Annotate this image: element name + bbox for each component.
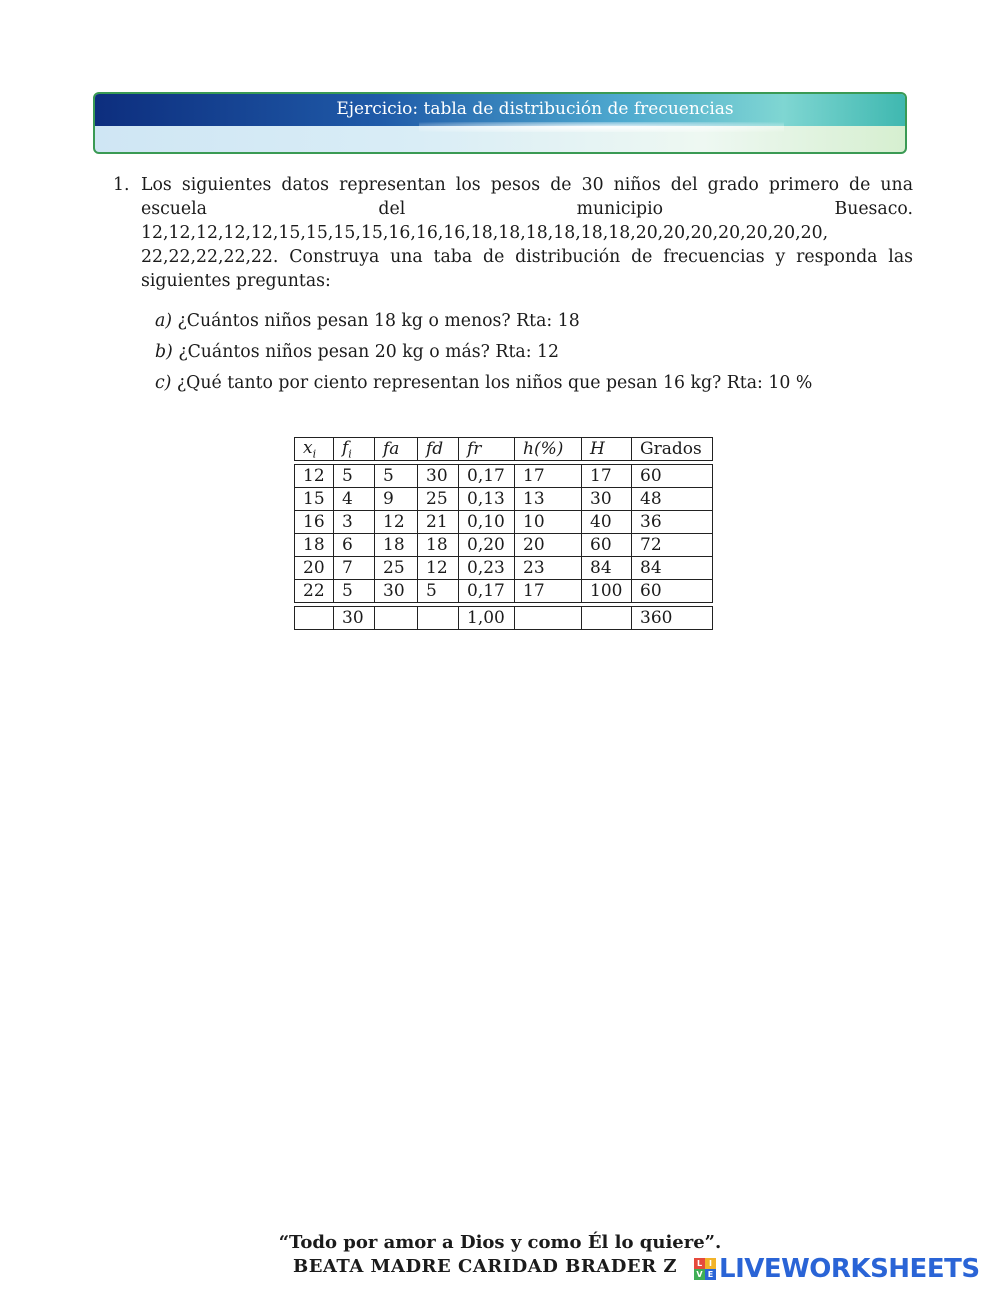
table-row bbox=[295, 511, 713, 534]
total-cell bbox=[582, 607, 632, 630]
table-cell: 60 bbox=[632, 465, 713, 488]
table-cell: 15 bbox=[295, 488, 334, 511]
header-cell: H bbox=[582, 438, 632, 461]
table-cell: 36 bbox=[632, 511, 713, 534]
total-cell: 1,00 bbox=[459, 607, 515, 630]
question-c bbox=[155, 371, 812, 395]
table-row bbox=[295, 580, 713, 603]
footer-quote: “Todo por amor a Dios y como Él lo quiere”. bbox=[278, 1232, 722, 1253]
total-cell bbox=[295, 607, 334, 630]
table-cell: 12 bbox=[418, 557, 459, 580]
table-cell: 5 bbox=[375, 465, 418, 488]
total-cell: 30 bbox=[334, 607, 375, 630]
table-cell: 25 bbox=[375, 557, 418, 580]
table-cell: 5 bbox=[334, 580, 375, 603]
table-row bbox=[295, 465, 713, 488]
table-row bbox=[295, 488, 713, 511]
liveworksheets-logo[interactable] bbox=[694, 1255, 980, 1283]
table-cell: 30 bbox=[418, 465, 459, 488]
total-cell: 360 bbox=[632, 607, 713, 630]
header-cell: Grados bbox=[632, 438, 713, 461]
liveworksheets-wordmark: LIVEWORKSHEETS bbox=[719, 1254, 980, 1284]
table-cell: 5 bbox=[334, 465, 375, 488]
table-cell: 9 bbox=[375, 488, 418, 511]
table-cell: 18 bbox=[375, 534, 418, 557]
footer-name: BEATA MADRE CARIDAD BRADER Z bbox=[293, 1256, 677, 1277]
header-cell: fd bbox=[418, 438, 459, 461]
table-row bbox=[295, 557, 713, 580]
table-cell: 12 bbox=[375, 511, 418, 534]
table-cell: 84 bbox=[632, 557, 713, 580]
table-cell: 25 bbox=[418, 488, 459, 511]
table-cell: 6 bbox=[334, 534, 375, 557]
table-row bbox=[295, 534, 713, 557]
table-cell: 4 bbox=[334, 488, 375, 511]
table-cell: 16 bbox=[295, 511, 334, 534]
table-cell: 13 bbox=[515, 488, 582, 511]
table-cell: 20 bbox=[515, 534, 582, 557]
table-cell: 60 bbox=[582, 534, 632, 557]
table-cell: 20 bbox=[295, 557, 334, 580]
table-cell: 0,20 bbox=[459, 534, 515, 557]
table-cell: 5 bbox=[418, 580, 459, 603]
table-cell: 22 bbox=[295, 580, 334, 603]
problem-text: Los siguientes datos representan los pesos de 30 niños del grado primero de una escuela del municipio Buesaco. 12,12,12,12,12,15,15,15,15,16,16,16,18,18,18,18,18,18,20,20,20,20,20,20,20, 22,22,22,22,22. Construya una taba de distribución de frecuencias y responda las siguientes preguntas: bbox=[141, 175, 913, 291]
table-cell: 0,17 bbox=[459, 465, 515, 488]
table-cell: 60 bbox=[632, 580, 713, 603]
table-cell: 18 bbox=[295, 534, 334, 557]
table-cell: 17 bbox=[582, 465, 632, 488]
table-cell: 30 bbox=[375, 580, 418, 603]
table-cell: 84 bbox=[582, 557, 632, 580]
header-cell: $f_i$ bbox=[334, 438, 375, 461]
question-letter: b) bbox=[155, 342, 173, 362]
header-cell: fa bbox=[375, 438, 418, 461]
total-cell bbox=[515, 607, 582, 630]
frequency-table bbox=[294, 437, 713, 630]
table-cell: 23 bbox=[515, 557, 582, 580]
table-totals-row bbox=[295, 607, 713, 630]
table-cell: 0,13 bbox=[459, 488, 515, 511]
title-banner bbox=[93, 92, 907, 154]
table-cell: 30 bbox=[582, 488, 632, 511]
question-text: ¿Cuántos niños pesan 20 kg o más? Rta: 12 bbox=[178, 342, 559, 362]
question-b bbox=[155, 340, 559, 364]
problem-number: 1. bbox=[113, 175, 130, 195]
table-cell: 40 bbox=[582, 511, 632, 534]
table-cell: 7 bbox=[334, 557, 375, 580]
liveworksheets-icon: L I V E bbox=[694, 1258, 716, 1280]
table-cell: 100 bbox=[582, 580, 632, 603]
table-cell: 17 bbox=[515, 465, 582, 488]
question-text: ¿Cuántos niños pesan 18 kg o menos? Rta: 18 bbox=[177, 311, 580, 331]
table-header-row bbox=[295, 438, 713, 461]
table-cell: 0,17 bbox=[459, 580, 515, 603]
question-letter: a) bbox=[155, 311, 173, 331]
table-cell: 72 bbox=[632, 534, 713, 557]
table-cell: 18 bbox=[418, 534, 459, 557]
table-cell: 12 bbox=[295, 465, 334, 488]
header-cell: h(%) bbox=[515, 438, 582, 461]
question-text: ¿Qué tanto por ciento representan los niños que pesan 16 kg? Rta: 10 % bbox=[176, 373, 813, 393]
total-cell bbox=[375, 607, 418, 630]
table-cell: 0,23 bbox=[459, 557, 515, 580]
table-cell: 3 bbox=[334, 511, 375, 534]
table-cell: 10 bbox=[515, 511, 582, 534]
total-cell bbox=[418, 607, 459, 630]
table-cell: 48 bbox=[632, 488, 713, 511]
question-a bbox=[155, 309, 580, 333]
banner-title: Ejercicio: tabla de distribución de frecuencias bbox=[336, 99, 734, 119]
table-cell: 21 bbox=[418, 511, 459, 534]
header-cell: fr bbox=[459, 438, 515, 461]
header-cell: $x_i$ bbox=[295, 438, 334, 461]
question-letter: c) bbox=[155, 373, 172, 393]
table-cell: 17 bbox=[515, 580, 582, 603]
table-cell: 0,10 bbox=[459, 511, 515, 534]
